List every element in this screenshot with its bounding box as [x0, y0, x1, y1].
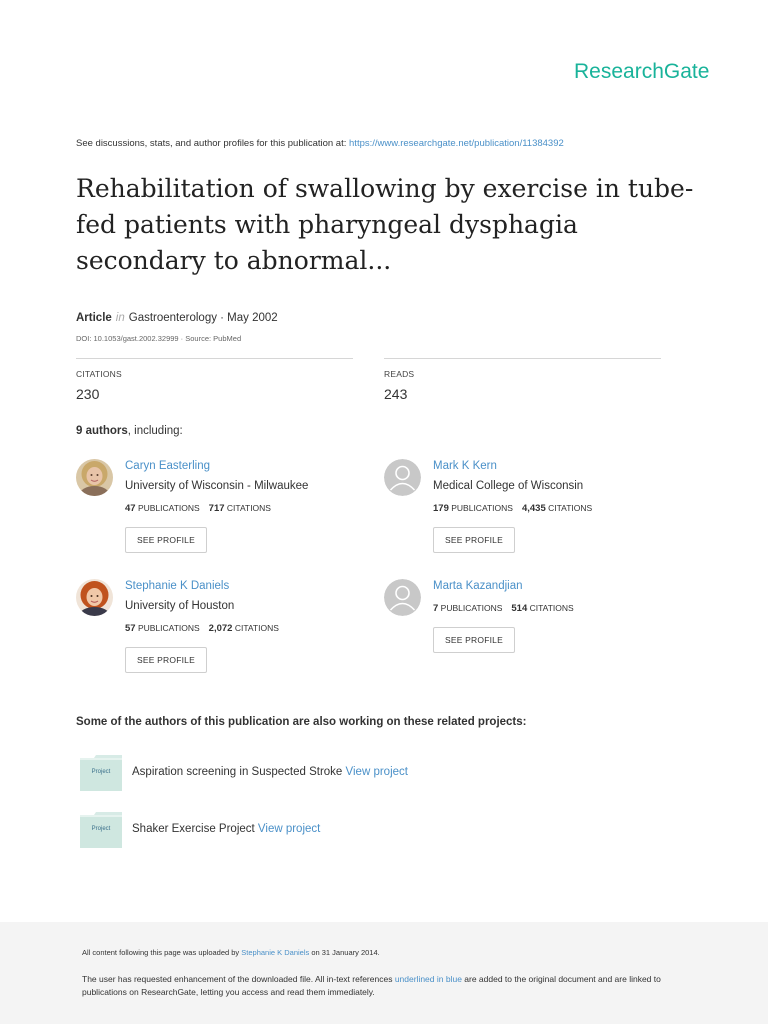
author-photo[interactable] [76, 459, 113, 496]
citations-count: 514 [511, 603, 528, 614]
publications-label: PUBLICATIONS [137, 503, 200, 513]
publications-count: 57 [125, 623, 136, 634]
uploader-link[interactable]: Stephanie K Daniels [241, 948, 310, 957]
publications-count: 47 [125, 503, 136, 514]
author-institution: University of Houston [125, 600, 235, 612]
project-folder-label: Project [91, 826, 111, 832]
note-prefix: The user has requested enhancement of the downloaded file. All in-text references [82, 974, 395, 984]
in-label: in [115, 312, 125, 324]
journal-date: Gastroenterology · May 2002 [128, 312, 278, 324]
see-profile-button[interactable]: SEE PROFILE [125, 647, 207, 673]
citations-count: 717 [208, 503, 225, 514]
reads-label: READS [384, 369, 415, 379]
citations-label: CITATIONS [76, 369, 122, 379]
author-name[interactable]: Stephanie K Daniels [125, 580, 230, 592]
note-suffix: are added to the original document and are linked to publications on ResearchGate, letting you access and read them immediately. [82, 974, 661, 997]
authors-count [76, 425, 183, 437]
project-folder-label: Project [91, 769, 111, 775]
discussions-prefix: See discussions, stats, and author profiles for this publication at: [76, 138, 350, 149]
citations-label: CITATIONS [548, 503, 593, 513]
author-card [76, 579, 376, 689]
upload-prefix: All content following this page was uploaded by [82, 948, 242, 957]
publications-count: 179 [433, 503, 449, 514]
project-text [132, 766, 408, 778]
project-text [132, 823, 320, 835]
project-name: Aspiration screening in Suspected Stroke [132, 766, 343, 778]
authors-count-number: 9 authors [76, 425, 128, 437]
author-name[interactable]: Mark K Kern [433, 460, 497, 472]
publication-url-link[interactable]: https://www.researchgate.net/publication/11384392 [349, 138, 564, 149]
project-item [80, 812, 580, 848]
citations-value: 230 [76, 386, 100, 402]
reads-divider [384, 358, 661, 359]
publication-meta [76, 312, 278, 324]
see-profile-button[interactable]: SEE PROFILE [433, 627, 515, 653]
view-project-link[interactable]: View project [345, 766, 408, 778]
publications-label: PUBLICATIONS [440, 603, 503, 613]
doi-source: DOI: 10.1053/gast.2002.32999 · Source: PubMed [76, 334, 242, 343]
citations-label: CITATIONS [529, 603, 574, 613]
see-profile-button[interactable]: SEE PROFILE [125, 527, 207, 553]
project-folder-icon [80, 812, 122, 848]
project-name: Shaker Exercise Project [132, 823, 255, 835]
underlined-in-blue-link[interactable]: underlined in blue [394, 974, 462, 984]
publications-label: PUBLICATIONS [451, 503, 513, 513]
author-placeholder-icon[interactable] [384, 459, 421, 496]
citations-label: CITATIONS [226, 503, 271, 513]
article-type: Article [76, 312, 112, 324]
author-card [384, 459, 684, 569]
footer [0, 922, 768, 1024]
view-project-link[interactable]: View project [257, 823, 321, 835]
author-card [76, 459, 376, 569]
reads-value: 243 [384, 386, 408, 402]
citations-label: CITATIONS [234, 623, 279, 633]
author-stats [125, 503, 271, 514]
authors-count-suffix: , including: [127, 425, 183, 437]
author-placeholder-icon[interactable] [384, 579, 421, 616]
researchgate-logo[interactable]: ResearchGate [574, 60, 710, 83]
author-stats [125, 623, 279, 634]
publication-title: Rehabilitation of swallowing by exercise in tube-fed patients with pharyngeal dysphagia secondary to abnormal... [76, 174, 694, 275]
publications-label: PUBLICATIONS [137, 623, 200, 633]
related-projects-heading: Some of the authors of this publication are also working on these related projects: [76, 716, 527, 728]
citations-count: 2,072 [208, 623, 233, 634]
enhancement-note [82, 973, 682, 999]
upload-info [82, 948, 380, 957]
project-item [80, 755, 580, 791]
author-name[interactable]: Marta Kazandjian [433, 580, 523, 592]
see-profile-button[interactable]: SEE PROFILE [433, 527, 515, 553]
author-institution: University of Wisconsin - Milwaukee [125, 480, 309, 492]
publications-count: 7 [433, 603, 439, 614]
author-stats [433, 503, 592, 514]
author-photo[interactable] [76, 579, 113, 616]
upload-suffix: on 31 January 2014. [309, 948, 380, 957]
author-card [384, 579, 684, 689]
author-institution: Medical College of Wisconsin [433, 480, 584, 492]
project-folder-icon [80, 755, 122, 791]
discussions-line [76, 138, 564, 149]
author-stats [433, 603, 574, 614]
author-name[interactable]: Caryn Easterling [125, 460, 211, 472]
citations-count: 4,435 [521, 503, 546, 514]
citations-divider [76, 358, 353, 359]
